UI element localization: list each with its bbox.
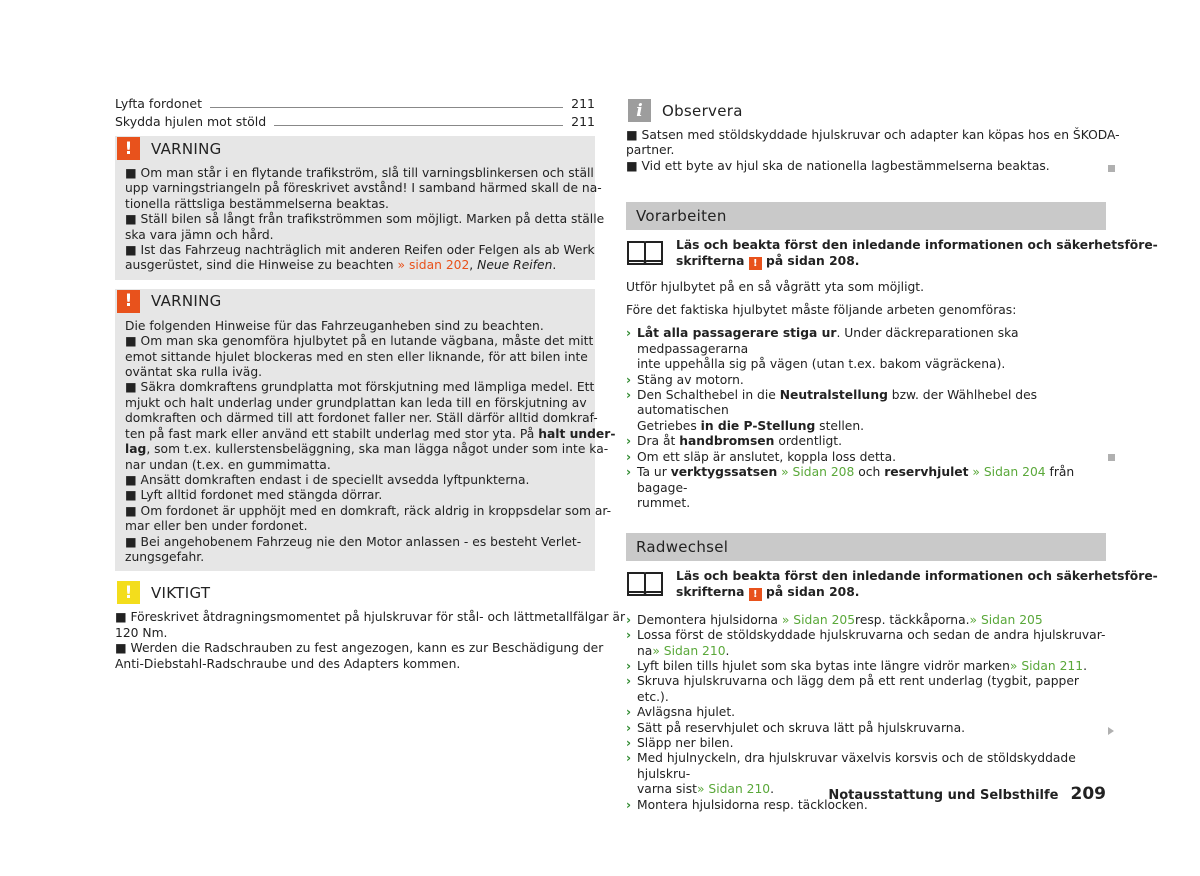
bold-term: lag	[125, 442, 147, 457]
warning-title: VARNING	[151, 292, 222, 311]
text-line: ■ Om fordonet är upphöjt med en domkraft, räck aldrig in kroppsdelar som ar-	[125, 503, 612, 518]
important-title: VIKTIGT	[151, 583, 211, 602]
text-span: .	[725, 643, 730, 658]
step-arrow-icon: ›	[626, 797, 632, 812]
list-item	[626, 705, 1106, 720]
step-list	[626, 613, 1106, 813]
warning-box-1	[115, 136, 605, 280]
reference-text	[676, 569, 1158, 600]
list-item	[626, 613, 1106, 628]
text-line: mjukt och halt underlag under grundplattan kan leda till en förskjutning av	[125, 395, 587, 410]
list-item	[626, 373, 1106, 388]
text-line: ■ Lyft alltid fordonet med stängda dörrar.	[125, 488, 383, 503]
warning-body	[115, 161, 605, 274]
reference-note	[626, 238, 1158, 269]
text-line: ■ Ist das Fahrzeug nachträglich mit anderen Reifen oder Felgen als ab Werk	[125, 243, 595, 258]
chapter-title: Notausstattung und Selbsthilfe	[828, 788, 1059, 803]
text-span: skrifterna	[676, 584, 749, 599]
step-arrow-icon: ›	[626, 674, 632, 689]
text-line: ■ Werden die Radschrauben zu fest angezogen, kann es zur Beschädigung der	[115, 641, 604, 656]
text-span: varna sist	[637, 782, 697, 797]
text-span: Demontera hjulsidorna	[637, 612, 782, 627]
text-span: . Under däckreparationen ska medpassagerarna	[637, 326, 1019, 356]
text-line: upp varningstriangeln på föreskrivet avstånd! I samband härmed skall de na-	[125, 181, 602, 196]
text-line: ■ Föreskrivet åtdragningsmomentet på hjulskruvar för stål- och lättmetallfälgar är	[115, 610, 626, 625]
text-span: Ta ur	[637, 465, 671, 480]
page-link[interactable]: » Sidan 208	[777, 465, 855, 480]
text-line: Läs och beakta först den inledande informationen och säkerhetsföre-	[676, 238, 1158, 253]
step-arrow-icon: ›	[626, 465, 632, 480]
text-line: oväntat ska rulla iväg.	[125, 365, 263, 380]
text-span: på sidan 208.	[761, 253, 860, 268]
text-span: stellen.	[815, 418, 865, 433]
step-arrow-icon: ›	[626, 705, 632, 720]
step-arrow-icon: ›	[626, 612, 632, 627]
note-body	[626, 123, 1120, 174]
text-line: Anti-Diebstahl-Radschraube und des Adapters kommen.	[115, 656, 461, 671]
text-span: ten på fast mark eller använd ett stabilt underlag med stor yta. På	[125, 426, 539, 441]
bold-term: Neutralstellung	[779, 388, 888, 403]
text-line: nar undan (t.ex. en gummimatta.	[125, 457, 331, 472]
note-header	[626, 98, 1106, 123]
end-mark-icon	[1108, 165, 1115, 172]
step-arrow-icon: ›	[626, 372, 632, 387]
text-span: ausgerüstet, sind die Hinweise zu beachten	[125, 258, 398, 273]
list-item	[626, 388, 1106, 434]
text-span: inte uppehålla sig på vägen (utan t.ex. bakom vägräckena).	[637, 357, 1006, 372]
list-item	[626, 628, 1106, 659]
left-column	[115, 95, 626, 678]
text-line: ska vara jämn och hård.	[125, 227, 274, 242]
text-line: ■ Satsen med stöldskyddade hjulskruvar och adapter kan köpas hos en ŠKODA-	[626, 128, 1120, 142]
step-text: Avlägsna hjulet.	[637, 705, 736, 720]
text-line: domkraften och därmed till att fordonet faller ner. Ställ därför alltid domkraf-	[125, 411, 598, 426]
bold-term: reservhjulet	[884, 465, 969, 480]
text-line: tionella rättsliga bestämmelserna beaktas.	[125, 196, 389, 211]
italic-ref: Neue Reifen	[477, 258, 553, 273]
book-icon	[626, 238, 664, 266]
step-text: Montera hjulsidorna resp. täcklocken.	[637, 797, 868, 812]
text-line: Läs och beakta först den inledande informationen och säkerhetsföre-	[676, 569, 1158, 584]
page-number: 209	[1070, 784, 1106, 804]
step-text: Om ett släp är anslutet, koppla loss detta.	[637, 449, 897, 464]
page-link[interactable]: » Sidan 211	[1009, 658, 1084, 673]
text-line: ■ Vid ett byte av hjul ska de nationella lagbestämmelserna beaktas.	[626, 158, 1050, 173]
text-span: från bagage-	[637, 465, 1075, 495]
step-arrow-icon: ›	[626, 720, 632, 735]
text-span: ,	[469, 258, 478, 273]
step-text: Släpp ner bilen.	[637, 735, 734, 750]
text-span: Lossa först de stöldskyddade hjulskruvarna och sedan de andra hjulskruvar-	[637, 628, 1106, 643]
continue-arrow-icon	[1108, 727, 1114, 735]
text-span: rummet.	[637, 495, 691, 510]
warning-header	[115, 289, 595, 314]
reference-text	[676, 238, 1158, 269]
text-span: ordentligt.	[774, 434, 843, 449]
toc-row[interactable]	[115, 95, 595, 113]
important-header	[115, 580, 595, 605]
list-item	[626, 450, 1106, 465]
toc-label: Skydda hjulen mot stöld	[115, 114, 267, 129]
note-box	[626, 98, 1120, 180]
bold-term: halt under-	[538, 426, 616, 441]
note-title: Observera	[662, 101, 743, 120]
page-link[interactable]: » Sidan 205	[969, 612, 1043, 627]
list-item	[626, 736, 1106, 751]
text-span: på sidan 208.	[761, 584, 860, 599]
text-span: och	[854, 465, 885, 480]
step-arrow-icon: ›	[626, 658, 632, 673]
list-item	[626, 326, 1106, 372]
paragraph: Utför hjulbytet på en så vågrätt yta som möjligt.	[626, 279, 925, 294]
text-line	[125, 258, 585, 273]
book-icon	[626, 569, 664, 597]
toc-page: 211	[571, 114, 595, 129]
step-text: Skruva hjulskruvarna och lägg dem på ett rent underlag (tygbit, papper etc.).	[637, 674, 1079, 704]
warning-box-2	[115, 289, 616, 572]
step-text	[637, 388, 1106, 434]
text-span: .	[770, 782, 775, 797]
end-mark-icon	[1108, 454, 1115, 461]
info-icon: i	[628, 99, 651, 122]
text-line: mar eller ben under fordonet.	[125, 519, 308, 534]
page-link[interactable]: » Sidan 205	[781, 612, 856, 627]
text-span: .	[552, 258, 557, 273]
toc-label: Lyfta fordonet	[115, 96, 202, 111]
step-arrow-icon: ›	[626, 434, 632, 449]
text-line: Die folgenden Hinweise für das Fahrzeuganheben sind zu beachten.	[125, 318, 544, 333]
text-line: emot sittande hjulet blockeras med en sten eller liknande, för att bilen inte	[125, 349, 588, 364]
warning-icon: !	[117, 137, 140, 160]
toc-leader	[210, 107, 563, 108]
bold-term: verktygssatsen	[670, 465, 778, 480]
warning-header	[115, 136, 595, 161]
text-line: ■ Ansätt domkraften endast i de speciellt avsedda lyftpunkterna.	[125, 472, 530, 487]
list-item	[626, 434, 1106, 449]
warning-icon: !	[749, 588, 762, 601]
warning-title: VARNING	[151, 139, 222, 158]
reference-note	[626, 569, 1158, 600]
step-text	[637, 434, 842, 449]
toc-row[interactable]	[115, 113, 595, 131]
warning-body	[115, 314, 616, 566]
step-text	[637, 326, 1106, 372]
page-footer	[828, 784, 1106, 804]
step-arrow-icon: ›	[626, 449, 632, 464]
list-item	[626, 465, 1106, 511]
text-line: ■ Bei angehobenem Fahrzeug nie den Motor anlassen - es besteht Verlet-	[125, 534, 582, 549]
text-line	[125, 442, 609, 457]
text-line: ■ Om man ska genomföra hjulbytet på en lutande vägbana, måste det mitt	[125, 334, 594, 349]
caution-icon: !	[117, 581, 140, 604]
step-text	[637, 465, 1106, 511]
warning-icon: !	[117, 290, 140, 313]
text-line: ■ Om man står i en flytande trafikström, slå till varningsblinkersen och ställ	[125, 166, 594, 180]
bold-term: Låt alla passagerare stiga ur	[637, 326, 837, 341]
text-span: Dra åt	[637, 434, 680, 449]
text-line	[125, 426, 616, 442]
page-link[interactable]: » sidan 202	[397, 258, 470, 273]
step-text	[637, 659, 1087, 674]
text-span: Med hjulnyckeln, dra hjulskruvar växelvis korsvis och de stöldskyddade hjulskru-	[637, 751, 1076, 781]
text-line: ■ Ställ bilen så långt från trafikströmmen som möjligt. Marken på detta ställe	[125, 212, 605, 227]
text-line: zungsgefahr.	[125, 549, 205, 564]
text-line	[676, 254, 1158, 270]
text-span: skrifterna	[676, 253, 749, 268]
bold-term: in die P-Stellung	[700, 418, 816, 433]
step-text	[637, 628, 1105, 659]
page-link[interactable]: » Sidan 210	[696, 782, 771, 797]
text-span: na	[637, 643, 653, 658]
important-body	[115, 605, 626, 672]
step-text	[637, 613, 1043, 628]
step-arrow-icon: ›	[626, 326, 632, 341]
step-text: Stäng av motorn.	[637, 372, 744, 387]
toc-page: 211	[571, 96, 595, 111]
important-box	[115, 580, 626, 678]
text-span: , som t.ex. kullerstensbeläggning, ska man lägga något under som inte ka-	[146, 442, 609, 457]
text-line: 120 Nm.	[115, 625, 168, 640]
text-span: Lyft bilen tills hjulet som ska bytas inte längre vidrör marken	[637, 658, 1010, 673]
bold-term: handbromsen	[679, 434, 775, 449]
section-heading: Radwechsel	[626, 533, 1106, 561]
step-arrow-icon: ›	[626, 628, 632, 643]
step-arrow-icon: ›	[626, 751, 632, 766]
toc-leader	[274, 125, 563, 126]
warning-icon: !	[749, 257, 762, 270]
page-link[interactable]: » Sidan 210	[652, 643, 726, 658]
step-arrow-icon: ›	[626, 388, 632, 403]
text-span: resp. täckkåporna.	[855, 612, 970, 627]
list-item	[626, 721, 1106, 736]
text-line	[676, 585, 1158, 601]
right-column	[626, 98, 1158, 813]
step-list	[626, 326, 1106, 511]
step-arrow-icon: ›	[626, 735, 632, 750]
paragraph: Före det faktiska hjulbytet måste följande arbeten genomföras:	[626, 303, 1017, 318]
text-span: Getriebes	[637, 418, 701, 433]
page-link[interactable]: » Sidan 204	[968, 465, 1046, 480]
list-item	[626, 674, 1106, 705]
text-span: Den Schalthebel in die	[637, 388, 780, 403]
section-heading: Vorarbeiten	[626, 202, 1106, 230]
step-text: Sätt på reservhjulet och skruva lätt på hjulskruvarna.	[637, 720, 966, 735]
text-line: ■ Säkra domkraftens grundplatta mot förskjutning med lämpliga medel. Ett	[125, 380, 595, 395]
text-span: bzw. der Wählhebel des automatischen	[637, 388, 1038, 418]
text-span: .	[1083, 658, 1087, 673]
list-item	[626, 659, 1106, 674]
text-line: partner.	[626, 143, 675, 158]
